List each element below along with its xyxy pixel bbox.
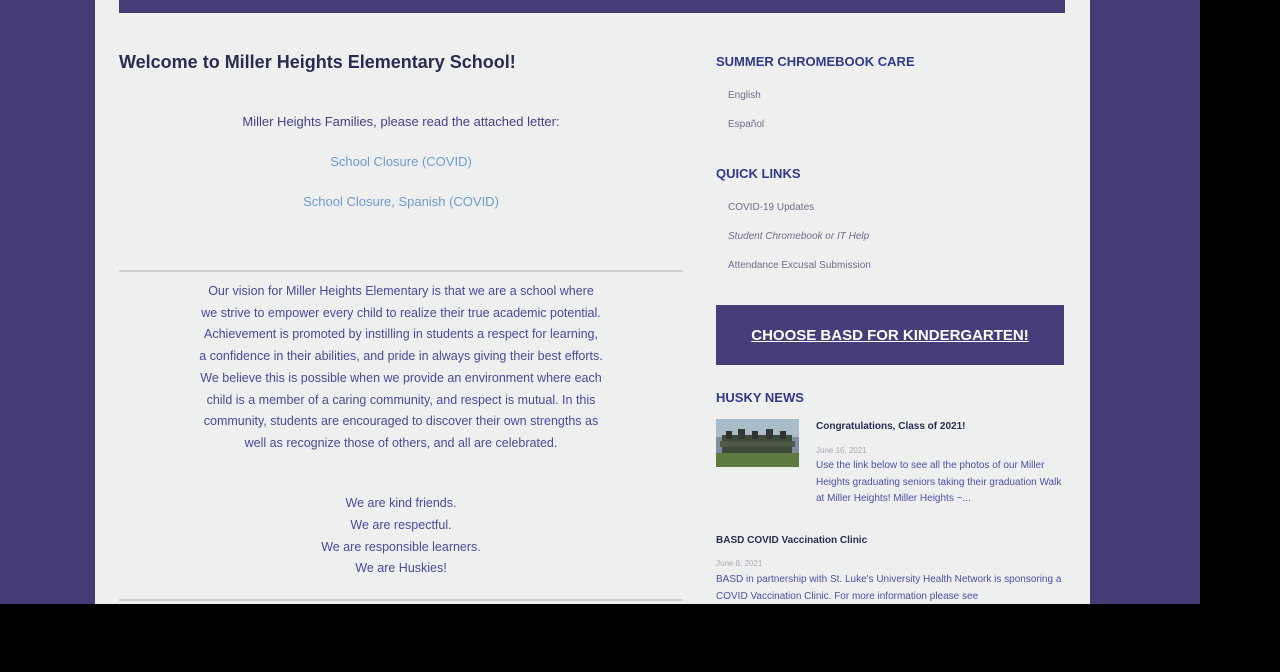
value-item: We are responsible learners. xyxy=(321,539,481,554)
chromebook-it-help-link[interactable]: Student Chromebook or IT Help xyxy=(728,231,870,242)
school-closure-link[interactable]: School Closure (COVID) xyxy=(330,154,472,169)
chromebook-care-heading: SUMMER CHROMEBOOK CARE xyxy=(716,54,915,69)
graduation-photo-image xyxy=(716,419,799,467)
value-item: We are respectful. xyxy=(350,517,452,532)
section-divider xyxy=(119,599,683,601)
husky-news-heading: HUSKY NEWS xyxy=(716,390,804,405)
kindergarten-banner-label: CHOOSE BASD FOR KINDERGARTEN! xyxy=(751,326,1029,344)
graduation-photo-thumbnail[interactable] xyxy=(716,419,799,467)
news-item-title[interactable]: Congratulations, Class of 2021! xyxy=(816,421,966,432)
covid-updates-link[interactable]: COVID-19 Updates xyxy=(728,202,815,213)
kindergarten-banner-button[interactable] xyxy=(716,305,1064,365)
vision-statement: Our vision for Miller Heights Elementary is that we are a school where we strive to empower every child to realize their true academic potential. Achievement is promoted by instilling in students a respect for learning, a confidence in their abilities, and pride in always giving their best efforts. We believe this is possible when we provide an environment where each child is a member of a caring community, and respect is mutual. In this community, students are encouraged to discover their own strengths as well as recognize those of others, and all are celebrated. xyxy=(199,284,603,450)
value-item: We are kind friends. xyxy=(345,496,457,510)
school-closure-spanish-link[interactable]: School Closure, Spanish (COVID) xyxy=(303,194,499,209)
chromebook-english-link[interactable]: English xyxy=(728,90,761,101)
news-item-summary: Use the link below to see all the photos of our Miller Heights graduating seniors taking their graduation Walk at Miller Heights! Miller Heights ~... xyxy=(816,460,1062,504)
section-divider xyxy=(119,270,683,272)
news-item-date: June 8, 2021 xyxy=(716,559,763,568)
families-notice: Miller Heights Families, please read the attached letter: xyxy=(242,114,560,129)
news-item-title[interactable]: BASD COVID Vaccination Clinic xyxy=(716,535,868,546)
news-item-summary: BASD in partnership with St. Luke's University Health Network is sponsoring a COVID Vaccination Clinic. For more information please see xyxy=(716,574,1062,602)
value-item: We are Huskies! xyxy=(355,561,447,576)
values-list xyxy=(119,493,683,580)
top-nav-bar xyxy=(119,0,1065,13)
quick-links-heading: QUICK LINKS xyxy=(716,166,801,181)
news-item-date: June 16, 2021 xyxy=(816,446,867,455)
chromebook-spanish-link[interactable]: Español xyxy=(728,119,765,130)
school-page xyxy=(95,0,1090,604)
attendance-excusal-link[interactable]: Attendance Excusal Submission xyxy=(728,260,871,271)
page-title: Welcome to Miller Heights Elementary School! xyxy=(119,52,516,72)
